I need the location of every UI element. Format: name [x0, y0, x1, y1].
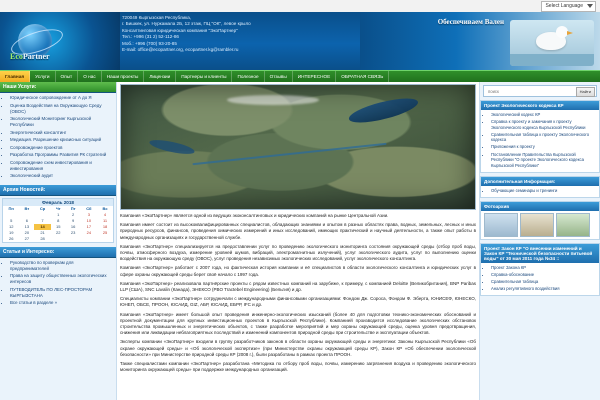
- nav-item-10[interactable]: ОБРАТНАЯ СВЯЗЬ: [336, 71, 389, 83]
- calendar-month: Февраль 2018: [3, 199, 113, 206]
- articles-body: [0, 258, 116, 310]
- calendar-day-25[interactable]: 25: [102, 230, 108, 235]
- language-select[interactable]: [541, 1, 596, 12]
- calendar-day-blank: [51, 236, 66, 242]
- contact-block: [122, 15, 342, 53]
- eco-code-body: [481, 110, 599, 172]
- calendar-day-blank: [97, 236, 113, 242]
- service-item-0[interactable]: • Юридическое сопровождение от А до Я: [10, 95, 113, 101]
- calendar-day-27[interactable]: 27: [24, 236, 30, 241]
- calendar-day-5[interactable]: 5: [10, 218, 13, 223]
- service-item-5[interactable]: • Сопровождение проектов: [10, 145, 113, 151]
- calendar-weekday-6: Вс: [102, 206, 108, 211]
- contact-line-1: г. Бишкек, ул. Нуркамала 2Б, 12 этаж, ПЦ "ОК", левое крыло: [122, 21, 251, 27]
- eco-code-item-2[interactable]: • Сравнительная таблица к проекту Экологического кодекса: [491, 132, 596, 143]
- nav-item-1[interactable]: Услуги: [30, 71, 55, 83]
- photo-archive-title: Фотоархив: [481, 202, 599, 211]
- eco-code-item-3[interactable]: • Приложения к проекту: [491, 144, 596, 150]
- article-item-1[interactable]: • Права на защиту общественных экологических интересов: [10, 273, 113, 285]
- nav-item-2[interactable]: Опыт: [56, 71, 79, 83]
- law-item-0[interactable]: • Проект Закона КР: [491, 265, 596, 271]
- law-project-block: [480, 243, 600, 296]
- service-item-6[interactable]: • Разработка Программы Развития РК стратегий: [10, 152, 113, 158]
- service-item-4[interactable]: • Медиация. Разрешение кризисных ситуаций: [10, 137, 113, 143]
- eco-code-item-4[interactable]: • Постановление Правительства Кыргызской Республики "О проекте Экологического кодекса Кыргызской Республики": [491, 152, 596, 169]
- calendar-day-13[interactable]: 13: [24, 224, 30, 229]
- logo-text-partner: Partner: [22, 52, 50, 61]
- calendar-day-23[interactable]: 23: [70, 230, 76, 235]
- service-item-7[interactable]: • Сопровождение схем инвестирования и инвестирования: [10, 160, 113, 172]
- calendar-weekday-4: Пт: [70, 206, 76, 211]
- calendar-day-19[interactable]: 19: [8, 230, 14, 235]
- contact-line-3: Тел.: +996 (31 2) 52-112-86: [122, 34, 179, 40]
- paragraph-6: Компания «ЭкоПартнер» имеет большой опыт проведения инженерно-экологических изысканий (более 40 для подготовки технико-экономических обоснований и проектной документации для крупных инвестиционных проектов в Кыргызской Республике). Компанией производится исследование экологических обстановок строительства промышленных и энергетических объектов, с также разработке мероприятий и мер охраны окружающей среды, оценка уровня предотвращения, снижения или ликвидации неблагоприятных последствий и изменений компонентов природной среды при строительстве и эксплуатации объектов.: [120, 311, 476, 336]
- calendar-day-1[interactable]: 1: [57, 212, 60, 217]
- search-input[interactable]: [486, 87, 562, 96]
- calendar-day-blank: [81, 236, 97, 242]
- calendar-day-24[interactable]: 24: [86, 230, 92, 235]
- extra-info-body: [481, 186, 599, 197]
- law-project-body: [481, 263, 599, 295]
- calendar-body: [3, 212, 113, 242]
- article-item-2[interactable]: • ПУТЕВОДИТЕЛЬ ПО ЛЕС-ПРОСТОРАМ КЫРГЫЗСТАНА: [10, 287, 113, 299]
- photo-thumb-1[interactable]: [484, 213, 518, 237]
- language-select-label: Select Language: [545, 3, 583, 9]
- paragraph-1: Компания имеет состоит из высококвалифицированных специалистов, обладающих знаниями и опытом в разных областях права, водных, земельных, лесных и иных природных ресурсов, финансов, проведения химических измерений и иных исследований, имеющих практический и научный деятельности, а также опыт работы в международных организациях и государственной службе.: [120, 222, 476, 240]
- eco-code-list: [484, 112, 596, 168]
- search-button[interactable]: Найти: [576, 87, 595, 97]
- contact-line-5[interactable]: E-mail: office@ecopartner.org, ecopartner.kg@rambler.ru: [122, 47, 239, 53]
- calendar-weekday-2: Ср: [39, 206, 46, 211]
- calendar-day-2[interactable]: 2: [72, 212, 75, 217]
- calendar-day-11[interactable]: 11: [102, 218, 108, 223]
- calendar-weekday-1: Вт: [24, 206, 30, 211]
- calendar-day-8[interactable]: 8: [57, 218, 60, 223]
- calendar-day-9[interactable]: 9: [72, 218, 75, 223]
- nav-item-4[interactable]: Наши проекты: [102, 71, 145, 83]
- calendar-day-16[interactable]: 16: [70, 224, 76, 229]
- nav-item-5[interactable]: Лицензии: [144, 71, 176, 83]
- calendar-weekday-0: Пн: [8, 206, 14, 211]
- calendar-week-4: [3, 236, 113, 242]
- calendar-day-21[interactable]: 21: [40, 230, 45, 235]
- header-banner: [360, 12, 600, 70]
- photo-thumbs: [481, 211, 599, 239]
- nav-item-7[interactable]: Полезное: [232, 71, 264, 83]
- calendar-day-17[interactable]: 17: [86, 224, 92, 229]
- articles-title: Статьи и Интересно:: [0, 247, 116, 258]
- service-item-2[interactable]: • Экологический Мониторинг Кыргызской Республики: [10, 116, 113, 128]
- law-project-title: Проект Закон КР "О внесении изменений и Закон КР "Технической безопасности питьевой воды" от 30 мая 2011 года №34 ::: [481, 244, 599, 263]
- contact-line-4: Моб.: +996 (700) 93-20-85: [122, 40, 177, 46]
- calendar-day-7[interactable]: 7: [41, 218, 44, 223]
- calendar-weekday-3: Чт: [55, 206, 61, 211]
- articles-list: [3, 260, 113, 307]
- calendar-day-15[interactable]: 15: [55, 224, 61, 229]
- eco-code-title: Проект Экологического кодекса КР: [481, 101, 599, 110]
- services-list: [3, 95, 113, 179]
- service-item-8[interactable]: • Экологический аудит: [10, 173, 113, 179]
- nav-item-8[interactable]: Отзывы: [265, 71, 293, 83]
- calendar-weekday-5: Сб: [86, 206, 92, 211]
- paragraph-3: Компания «ЭкоПартнер» работает с 2007 года, но фактическая история компании и её специалистов в области экологического консалтинга и юридических услуг в сфере охраны окружающей среды берет своё начало с 1997 года.: [120, 265, 476, 277]
- extra-info-list: [484, 188, 596, 194]
- article-text: [120, 213, 476, 373]
- panorama-photo: [120, 84, 476, 210]
- logo-area[interactable]: [0, 12, 120, 70]
- paragraph-4: Компания «ЭкоПартнер» реализовала партнёрские проекты с рядом известных компаний на зарубеже, к примеру, с компанией Deloitte (Великобритания), BNP Paribas LLP (США), SNC Lavalin (Канада), ЭНЕКСО (PBO Tractebel Engineering) (Бельгия) и др.: [120, 280, 476, 293]
- photo-thumb-3[interactable]: [556, 213, 590, 237]
- nav-item-3[interactable]: О нас: [78, 71, 102, 83]
- law-item-3[interactable]: • Анализ регулятивного воздействия: [491, 286, 596, 292]
- bird-beak-shape: [567, 31, 573, 35]
- calendar-day-blank: [66, 236, 81, 242]
- photo-archive-block: [480, 201, 600, 240]
- logo-text: [10, 52, 50, 61]
- article-item-3[interactable]: • Все статьи в разделе »: [10, 300, 113, 306]
- calendar-table: [3, 206, 113, 242]
- bird-photo: [510, 20, 594, 66]
- nav-item-6[interactable]: Партнеры и клиенты: [176, 71, 232, 83]
- law-item-1[interactable]: • Справка-обоснование: [491, 272, 596, 278]
- calendar-day-20[interactable]: 20: [24, 230, 30, 235]
- archive-title: Архив Новостей:: [0, 185, 116, 196]
- eco-code-item-1[interactable]: • Справка к проекту и замечания к проекту Экологического кодекса Кыргызской Республики: [491, 119, 596, 130]
- sidebar-left: [0, 82, 117, 400]
- slogan-text: Обеспечиваем Вален: [437, 18, 504, 26]
- calendar-day-18[interactable]: 18: [102, 224, 108, 229]
- law-project-list: [484, 265, 596, 292]
- law-item-2[interactable]: • Сравнительная таблица: [491, 279, 596, 285]
- main-column: [117, 82, 479, 400]
- article-item-0[interactable]: • Руководство по проверкам для предпринимателей: [10, 260, 113, 272]
- nav-item-9[interactable]: ИНТЕРЕСНОЕ: [293, 71, 337, 83]
- sidebar-right: [479, 82, 600, 400]
- photo-thumb-2[interactable]: [520, 213, 554, 237]
- calendar-day-28[interactable]: 28: [40, 236, 45, 241]
- paragraph-2: Компания «ЭкоПартнер» специализируется на предоставлении услуг по проведению экологического мониторинга состояния окружающей среды (отбор проб воды, почвы, атмосферного воздуха, измерение уровней шумов, вибраций, электромагнитных излучений), услуг экологического аудита, услуг по выполнению оценки воздействия на окружающую среду (ОВОС), услуг проведения независимых экологических исследований, услуг экологического консалтинга.: [120, 243, 476, 262]
- chevron-down-icon: [587, 4, 593, 8]
- content-area: [0, 82, 600, 400]
- service-item-1[interactable]: • Оценка Воздействия на Окружающую Среду (ОВОС): [10, 103, 113, 115]
- nav-item-0[interactable]: Главная: [0, 71, 30, 83]
- paragraph-5: Специалисты компании «ЭкоПартнер» сотрудничали с международными финансовыми организациями: Фондом Дж. Сороса, Фондом Ф. Эберта, ЮНИСЕФ, ЮНЕСКО, ЮНЕП, ОБСЕ, ПРООН, ЮСАИД, GIZ, АБР, ЮСАИД, ЕБРР, IFC и др.: [120, 296, 476, 308]
- calendar-day-3[interactable]: 3: [87, 212, 90, 217]
- extra-info-title: Дополнительная Информация:: [481, 177, 599, 186]
- extra-item-0[interactable]: • Обучающие семинары и тренинги: [491, 188, 596, 194]
- calendar-day-14[interactable]: 14: [34, 224, 51, 230]
- calendar-day-6[interactable]: 6: [25, 218, 28, 223]
- paragraph-0: Компания «ЭкоПартнер» является одной из ведущих экоконсалтинговых и юридических компаний на рынке Центральной Азии.: [120, 213, 389, 218]
- calendar-day-4[interactable]: 4: [103, 212, 107, 217]
- search-box[interactable]: [483, 85, 597, 97]
- logo-text-eco: Eco: [10, 52, 23, 61]
- paragraph-7: Эксперты компании «ЭкоПартнер» входили в группу разработчиков законов в области охраны окружающей среды и энергетики: Законы Кыргызской Республики «Об охране окружающей среды» и «Об экологической экспертизе» (при Министерстве охраны окружающей среды КР), Закон КР «Об обеспечении экологической безопасности» при Министерстве природной среды КР (2008 г.), были разработаны в рамках проекта ПРООН.: [120, 339, 476, 357]
- contact-line-0: 720049 Кыргызская Республика,: [122, 15, 192, 20]
- calendar-widget[interactable]: [2, 198, 114, 243]
- service-item-3[interactable]: • Энергетический консалтинг: [10, 130, 113, 136]
- eco-code-item-0[interactable]: • Экологический кодекс КР: [491, 112, 596, 118]
- services-body: [0, 93, 116, 183]
- calendar-day-22[interactable]: 22: [55, 230, 61, 235]
- paragraph-8: Также специалистами компании «ЭкоПартнер» разработана «Методика по отбору проб воды, почвы, измерению загрязнения воздуха и проведению экологического мониторинга окружающей среды» при поддержке международных организаций.: [120, 361, 476, 373]
- site-header: [0, 12, 600, 70]
- photo-vignette: [121, 85, 475, 209]
- calendar-day-10[interactable]: 10: [86, 218, 92, 223]
- eco-code-block: [480, 100, 600, 173]
- calendar-day-26[interactable]: 26: [8, 236, 14, 241]
- calendar-day-12[interactable]: 12: [8, 224, 14, 229]
- services-title: Наши Услуги:: [0, 82, 116, 93]
- extra-info-block: [480, 176, 600, 198]
- water-shape: [510, 54, 594, 66]
- contact-line-2: Консалтинговая юридическая компания "ЭкоПартнер": [122, 27, 238, 33]
